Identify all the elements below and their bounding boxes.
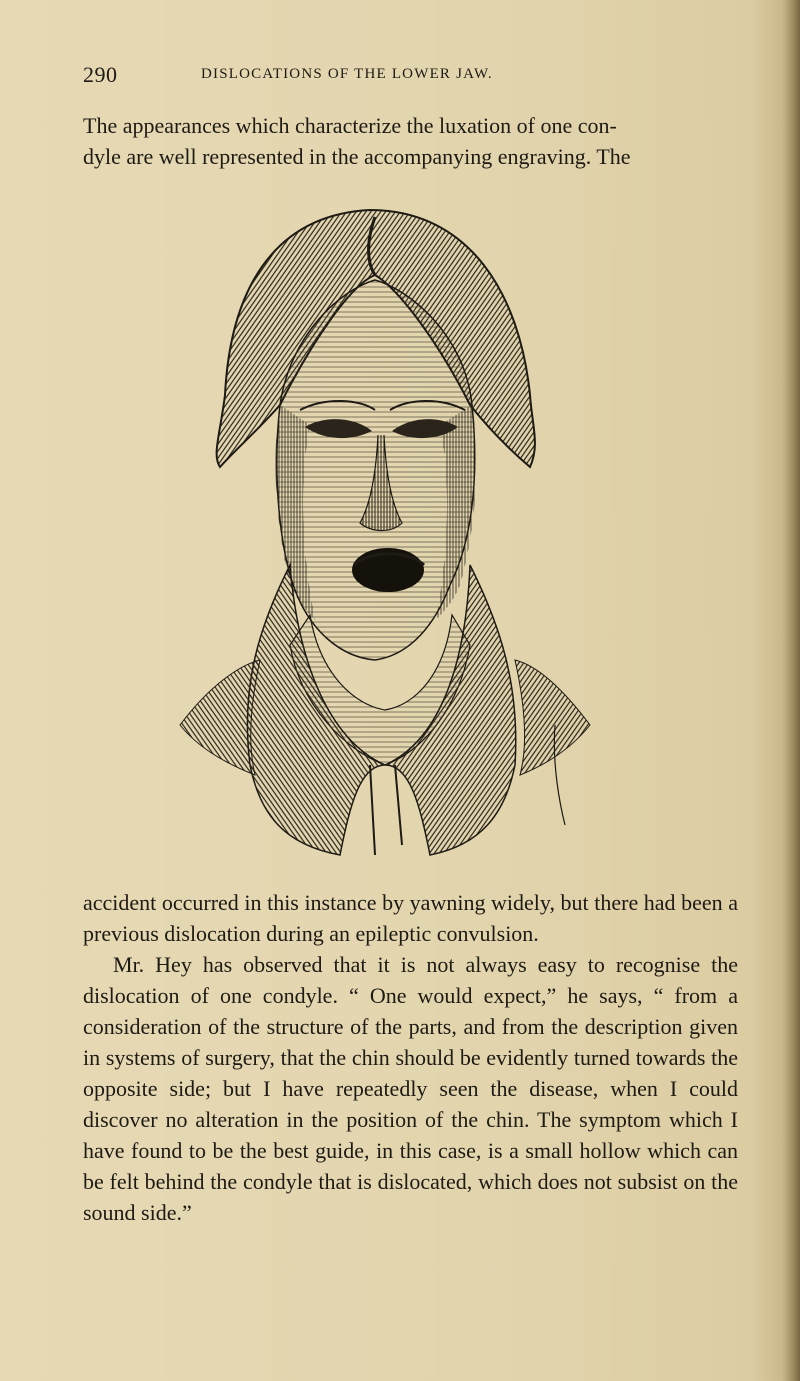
page-number: 290 bbox=[83, 62, 118, 87]
paragraph-intro bbox=[83, 110, 738, 172]
face-engraving bbox=[275, 280, 476, 660]
paragraph-intro-line-1: The appearances which characterize the luxation of one con- bbox=[83, 113, 617, 138]
paragraph-accident: accident occurred in this instance by yawning widely, but there had been a previous dislocation during an epileptic convulsion. bbox=[83, 890, 738, 946]
paragraph-intro-line-2: dyle are well represented in the accompanying engraving. The bbox=[83, 144, 631, 169]
page-header bbox=[83, 62, 723, 92]
page-edge-shadow bbox=[782, 0, 800, 1381]
engraving-figure bbox=[140, 205, 630, 865]
paragraph-mr-hey-quote: Mr. Hey has observed that it is not always easy to recognise the dislocation of one condyle. “ One would expect,” he says, “ from a consideration of the structure of the parts, and from the description given in systems of surgery, that the chin should be evidently turned towards the opposite side; but I have repeatedly seen the disease, when I could discover no alteration in the position of the chin. The symptom which I have found to be the best guide, in this case, is a small hollow which can be felt behind the condyle that is dislocated, which does not subsist on the sound side.” bbox=[83, 952, 738, 1225]
running-title: DISLOCATIONS OF THE LOWER JAW. bbox=[201, 66, 493, 82]
